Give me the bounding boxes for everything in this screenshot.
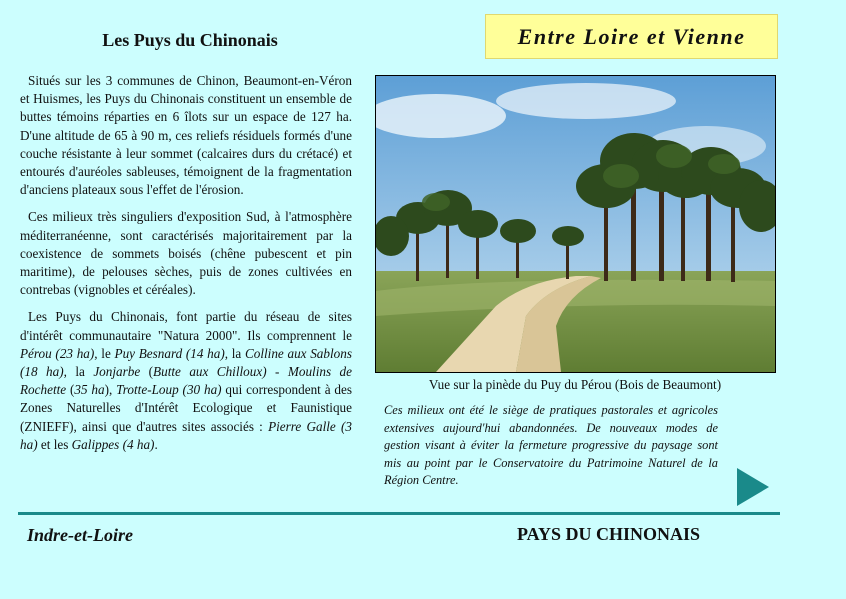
site-puy-besnard: Puy Besnard (14 ha) bbox=[114, 345, 225, 361]
page-title: Les Puys du Chinonais bbox=[102, 30, 278, 50]
text-segment: ( bbox=[140, 364, 154, 380]
photo-caption: Vue sur la pinède du Puy du Pérou (Bois de Beaumont) bbox=[428, 377, 722, 392]
text-segment: , la bbox=[224, 345, 245, 361]
site-galippes: Galippes (4 ha) bbox=[71, 436, 155, 452]
site-jonjarbe: Jonjarbe bbox=[93, 364, 141, 380]
body-text bbox=[20, 72, 352, 463]
pine-forest-illustration bbox=[376, 76, 775, 372]
paragraph-milieux: Ces milieux très singuliers d'exposition Sud, à l'atmosphère méditerranéenne, sont caractérisés majoritairement par la coexistence de sommets boisés (chêne pubescent et pin maritime), de pelouses sèches, puis de zones cultivées en contrebas (vignobles et céréales). bbox=[20, 209, 352, 298]
site-pierre-galle: Pierre Galle (3 ha) bbox=[20, 418, 352, 452]
footer-divider bbox=[18, 512, 780, 515]
text-segment: Les Puys du Chinonais, font partie du réseau de sites d'intérêt communautaire "Natura 2000". Ils comprennent le bbox=[20, 309, 352, 343]
text-segment: ), bbox=[104, 382, 117, 398]
footer-department: Indre-et-Loire bbox=[27, 525, 133, 545]
site-trotte-loup: Trotte-Loup (30 ha) bbox=[116, 382, 222, 398]
landscape-photo bbox=[375, 75, 776, 373]
side-text: Ces milieux ont été le siège de pratiques pastorales et agricoles extensives aujourd'hui abandonnées. De nouveaux modes de gestion visant à éviter la fermeture progressive du paysage sont mis au point par le Conservatoire du Patrimoine Naturel de la Région Centre. bbox=[384, 403, 718, 487]
text-segment: , le bbox=[94, 345, 115, 361]
next-arrow-icon bbox=[737, 468, 769, 506]
text-segment: qui correspondent à des Zones Naturelles d'Intérêt Ecologique et Faunistique (ZNIEFF), ainsi que d'autres sites associés : bbox=[20, 382, 352, 434]
banner bbox=[485, 14, 778, 59]
paragraph-natura bbox=[20, 308, 352, 454]
site-butte-chilloux: Butte aux Chilloux) - Moulins de Rochette bbox=[20, 364, 352, 398]
text-segment: , la bbox=[63, 364, 94, 380]
text-segment: ( bbox=[66, 382, 75, 398]
banner-text: Entre Loire et Vienne bbox=[517, 23, 746, 49]
paragraph-intro: Situés sur les 3 communes de Chinon, Beaumont-en-Véron et Huismes, les Puys du Chinonais constituent un ensemble de buttes témoins réparties en 6 îlots sur un espace de 127 ha. D'une altitude de 65 à 90 m, ces reliefs résiduels formés d'une couche résistante à leur sommet (calcaires durs du crétacé) et entourés d'auréoles sableuses, témoignent de la fragmentation d'anciens plateaux sous l'effet de l'érosion. bbox=[20, 73, 352, 198]
site-jonjarbe-area: 35 ha bbox=[74, 382, 105, 398]
footer-region: PAYS DU CHINONAIS bbox=[517, 524, 701, 544]
text-segment: et les bbox=[37, 436, 72, 452]
next-page-button[interactable] bbox=[737, 468, 769, 506]
text-segment: . bbox=[154, 436, 158, 452]
site-perou: Pérou (23 ha) bbox=[20, 345, 95, 361]
site-colline-sablons: Colline aux Sablons (18 ha) bbox=[20, 345, 352, 380]
